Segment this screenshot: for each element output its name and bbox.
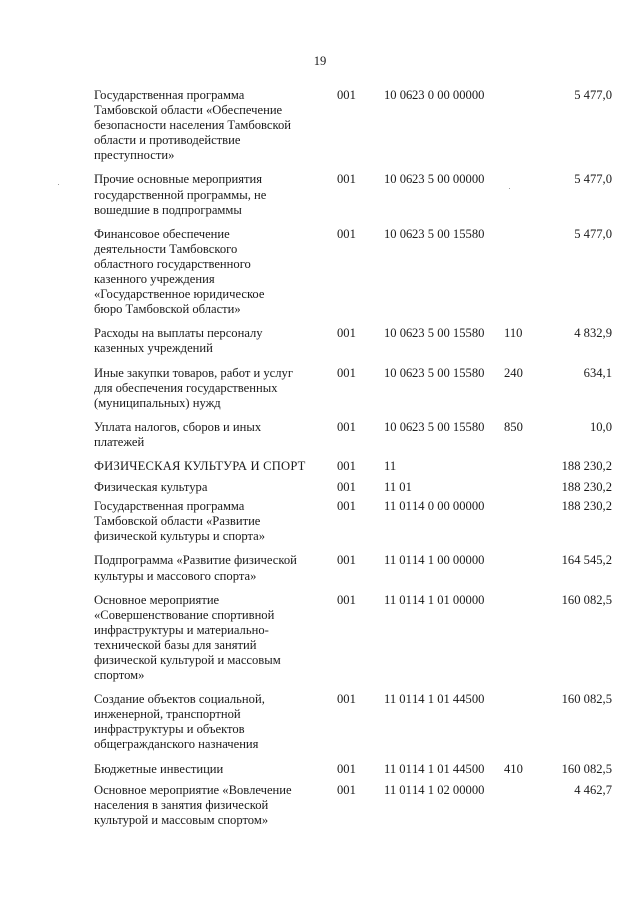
row-program: 14 1 01 00000 xyxy=(412,592,485,607)
row-name: Иные закупки товаров, работ и услуг для обеспечения государственных (муниципальных) нужд xyxy=(94,365,294,410)
table-row xyxy=(94,692,612,752)
row-code: 001 xyxy=(337,592,356,607)
row-expense-type: 110 xyxy=(504,326,523,341)
row-code: 001 xyxy=(337,692,356,707)
section-heading: ФИЗИЧЕСКАЯ КУЛЬТУРА И СПОРТ xyxy=(94,458,306,473)
row-section: 10 06 xyxy=(384,88,413,102)
row-code: 001 xyxy=(337,226,356,241)
row-code: 001 xyxy=(337,782,356,797)
row-program: 23 5 00 15580 xyxy=(412,365,485,380)
row-sum: 188 230,2 xyxy=(561,499,612,514)
table-row xyxy=(94,553,612,583)
row-name: Основное мероприятие «Совершенствование спортивной инфраструктуры и материально- технической базы для занятий физической культурой и массовым спортом» xyxy=(94,592,281,683)
row-name: Прочие основные мероприятия государственной программы, не вошедшие в подпрограммы xyxy=(94,172,267,217)
page-number: 19 xyxy=(313,54,327,68)
row-code: 001 xyxy=(337,172,356,187)
table-row xyxy=(94,762,612,777)
row-sum: 188 230,2 xyxy=(561,458,612,473)
row-name: Физическая культура xyxy=(94,480,208,495)
table-row xyxy=(94,480,612,495)
row-section: 11 01 xyxy=(384,782,412,797)
row-section: 11 xyxy=(384,458,397,473)
row-sum: 188 230,2 xyxy=(561,480,612,495)
row-name: Государственная программа Тамбовской области «Развитие физической культуры и спорта» xyxy=(94,499,266,544)
row-program: 14 1 02 00000 xyxy=(412,782,485,797)
table-row xyxy=(94,459,612,474)
row-code: 001 xyxy=(337,419,356,434)
row-name: Расходы на выплаты персоналу казенных учреждений xyxy=(94,326,263,356)
row-program: 14 1 01 44500 xyxy=(412,692,485,707)
row-code: 001 xyxy=(337,458,356,473)
row-code: 001 xyxy=(337,480,356,495)
row-sum: 4 462,7 xyxy=(574,782,612,797)
table-row xyxy=(94,326,612,356)
row-section: 11 01 xyxy=(384,499,412,514)
table-row xyxy=(94,593,612,684)
row-code: 001 xyxy=(337,365,356,380)
row-section: 10 06 xyxy=(384,419,413,434)
row-section: 11 01 xyxy=(384,480,412,495)
table-row xyxy=(94,227,612,318)
row-expense-type: 850 xyxy=(504,419,523,434)
row-code: 001 xyxy=(337,553,356,568)
row-name: Уплата налогов, сборов и иных платежей xyxy=(94,419,262,449)
table-row xyxy=(94,172,612,217)
row-program: 23 5 00 15580 xyxy=(412,326,485,341)
row-program: 14 0 00 00000 xyxy=(412,499,485,514)
row-sum: 160 082,5 xyxy=(561,761,612,776)
row-sum: 5 477,0 xyxy=(574,172,612,187)
scan-speck xyxy=(58,184,59,185)
row-sum: 634,1 xyxy=(583,365,612,380)
row-expense-type: 410 xyxy=(504,761,523,776)
row-section: 10 06 xyxy=(384,365,413,380)
row-sum: 160 082,5 xyxy=(561,692,612,707)
budget-table xyxy=(94,88,612,828)
row-section: 11 01 xyxy=(384,761,412,776)
row-sum: 160 082,5 xyxy=(561,592,612,607)
row-program: 14 1 00 00000 xyxy=(412,553,485,568)
row-program: 23 0 00 00000 xyxy=(412,88,485,102)
row-name: Основное мероприятие «Вовлечение населения в занятия физической культурой и массовым спортом» xyxy=(94,782,292,827)
row-sum: 4 832,9 xyxy=(574,326,612,341)
row-name: Бюджетные инвестиции xyxy=(94,761,224,776)
row-section: 11 01 xyxy=(384,692,412,707)
table-row xyxy=(94,783,612,828)
row-code: 001 xyxy=(337,88,356,102)
row-section: 10 06 xyxy=(384,326,413,341)
table-row xyxy=(94,366,612,411)
row-expense-type: 240 xyxy=(504,365,523,380)
table-row xyxy=(94,420,612,450)
row-section: 10 06 xyxy=(384,172,413,187)
row-sum: 164 545,2 xyxy=(561,553,612,568)
row-name: Финансовое обеспечение деятельности Тамбовского областного государственного казенного учреждения «Государственное юридическое бюро Тамбовской области» xyxy=(94,226,265,317)
row-code: 001 xyxy=(337,499,356,514)
row-sum: 5 477,0 xyxy=(574,226,612,241)
row-program: 23 5 00 00000 xyxy=(412,172,485,187)
row-section: 10 06 xyxy=(384,226,413,241)
row-code: 001 xyxy=(337,761,356,776)
row-program: 23 5 00 15580 xyxy=(412,226,485,241)
row-program: 14 1 01 44500 xyxy=(412,761,485,776)
row-name: Создание объектов социальной, инженерной, транспортной инфраструктуры и объектов общегражданского назначения xyxy=(94,692,265,752)
row-section: 11 01 xyxy=(384,553,412,568)
row-name: Подпрограмма «Развитие физической культуры и массового спорта» xyxy=(94,553,297,583)
table-row xyxy=(94,499,612,544)
row-sum: 10,0 xyxy=(589,419,612,434)
row-program: 23 5 00 15580 xyxy=(412,419,485,434)
row-sum: 5 477,0 xyxy=(574,88,612,102)
row-section: 11 01 xyxy=(384,592,412,607)
row-code: 001 xyxy=(337,326,356,341)
row-name: Государственная программа Тамбовской области «Обеспечение безопасности населения Тамбовской области и противодействие преступности» xyxy=(94,88,292,163)
table-row xyxy=(94,88,612,163)
